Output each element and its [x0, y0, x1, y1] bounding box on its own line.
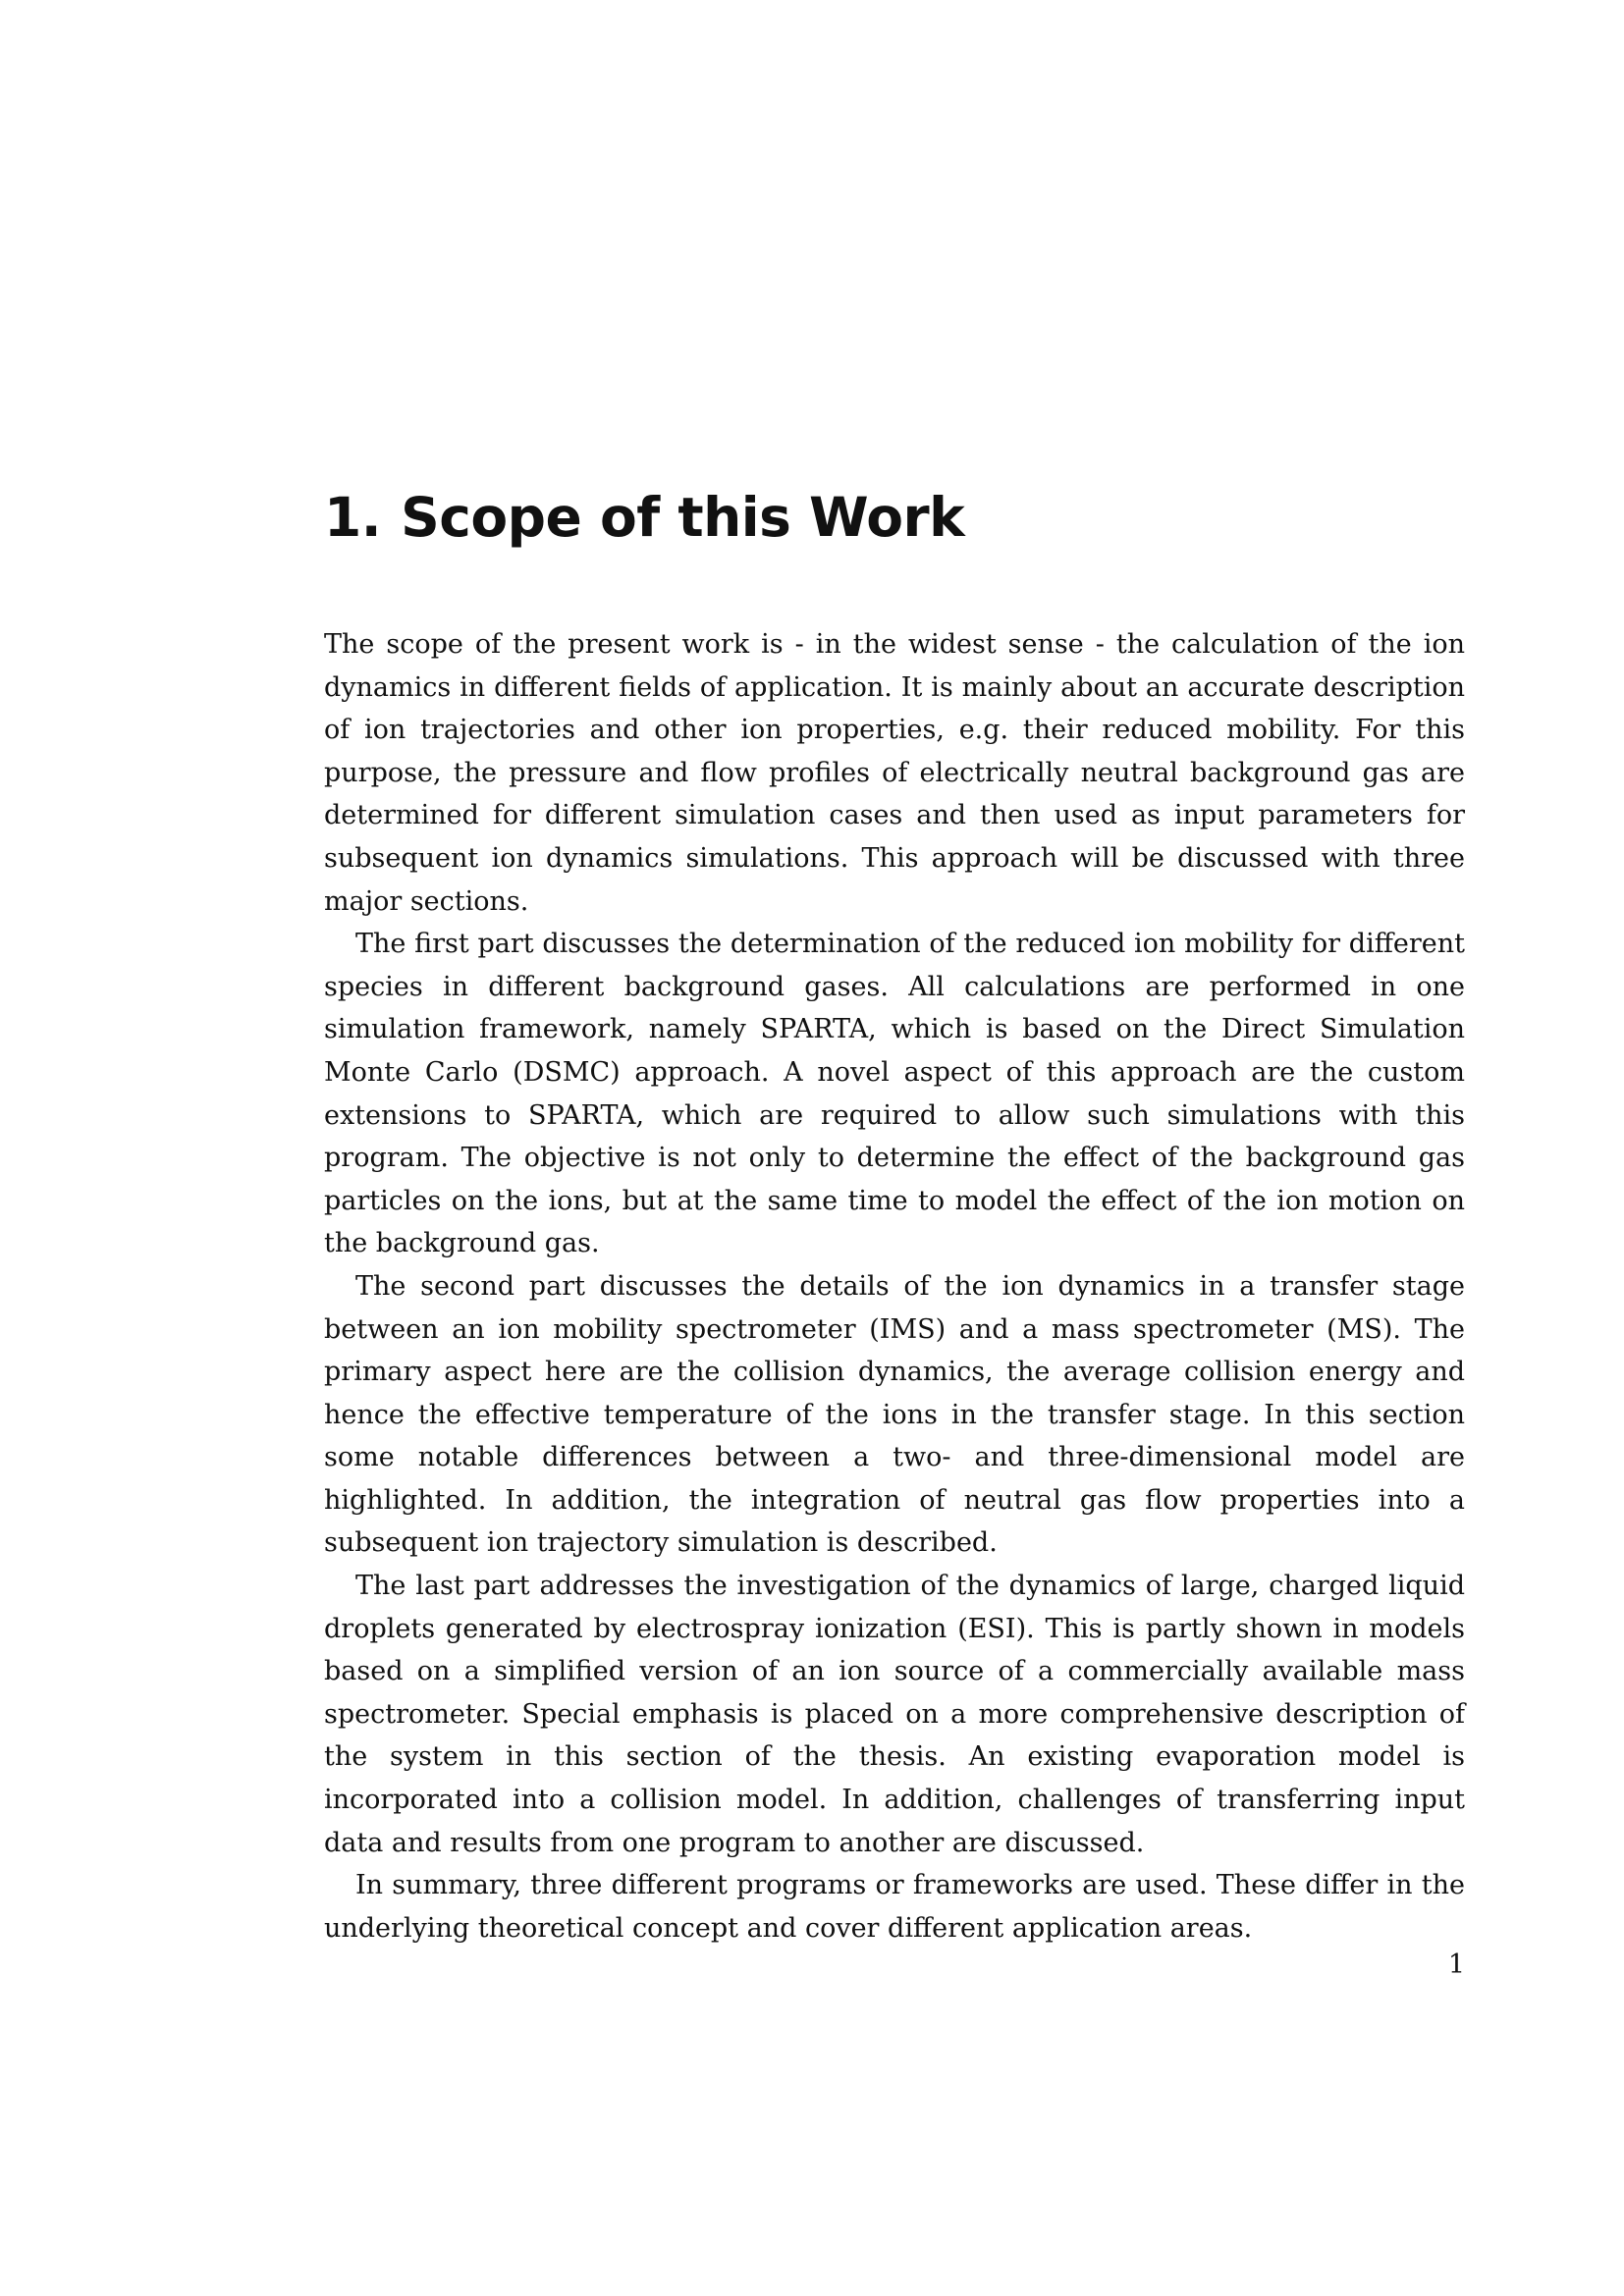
chapter-number: 1. [324, 486, 382, 549]
paragraph-second-part: The second part discusses the details of the ion dynamics in a transfer stage between an ion mobility spectrometer (IMS) and a mass spectrometer (MS). The primary aspect here are the collision dynamics, the average collision energy and hence the effective temperature of the ions in the transfer stage. In this section some notable differences between a two- and three-dimensional model are highlighted. In addition, the integration of neutral gas flow properties into a subsequent ion trajectory simulation is described. [324, 1270, 1465, 1559]
page-number: 1 [1447, 1949, 1465, 1980]
chapter-heading [324, 483, 964, 552]
chapter-title: Scope of this Work [401, 486, 965, 549]
paragraph-intro: The scope of the present work is - in the widest sense - the calculation of the ion dynamics in different fields of application. It is mainly about an accurate description of ion trajectories and other ion properties, e.g. their reduced mobility. For this purpose, the pressure and flow profiles of electrically neutral background gas are determined for different simulation cases and then used as input parameters for subsequent ion dynamics simulations. This approach will be discussed with three major sections. [324, 629, 1465, 917]
paragraph-first-part: The first part discusses the determination of the reduced ion mobility for different species in different background gases. All calculations are performed in one simulation framework, namely SPARTA, which is based on the Direct Simulation Monte Carlo (DSMC) approach. A novel aspect of this approach are the custom extensions to SPARTA, which are required to allow such simulations with this program. The objective is not only to determine the effect of the background gas particles on the ions, but at the same time to model the effect of the ion motion on the background gas. [324, 929, 1465, 1259]
paragraph-last-part: The last part addresses the investigation of the dynamics of large, charged liquid droplets generated by electrospray ionization (ESI). This is partly shown in models based on a simplified version of an ion source of a commercially available mass spectrometer. Special emphasis is placed on a more comprehensive description of the system in this section of the thesis. An existing evaporation model is incorporated into a collision model. In addition, challenges of transferring input data and results from one program to another are discussed. [324, 1571, 1465, 1858]
chapter-body [324, 623, 1465, 1949]
paragraph-summary: In summary, three different programs or frameworks are used. These differ in the underlying theoretical concept and cover different application areas. [324, 1870, 1465, 1944]
